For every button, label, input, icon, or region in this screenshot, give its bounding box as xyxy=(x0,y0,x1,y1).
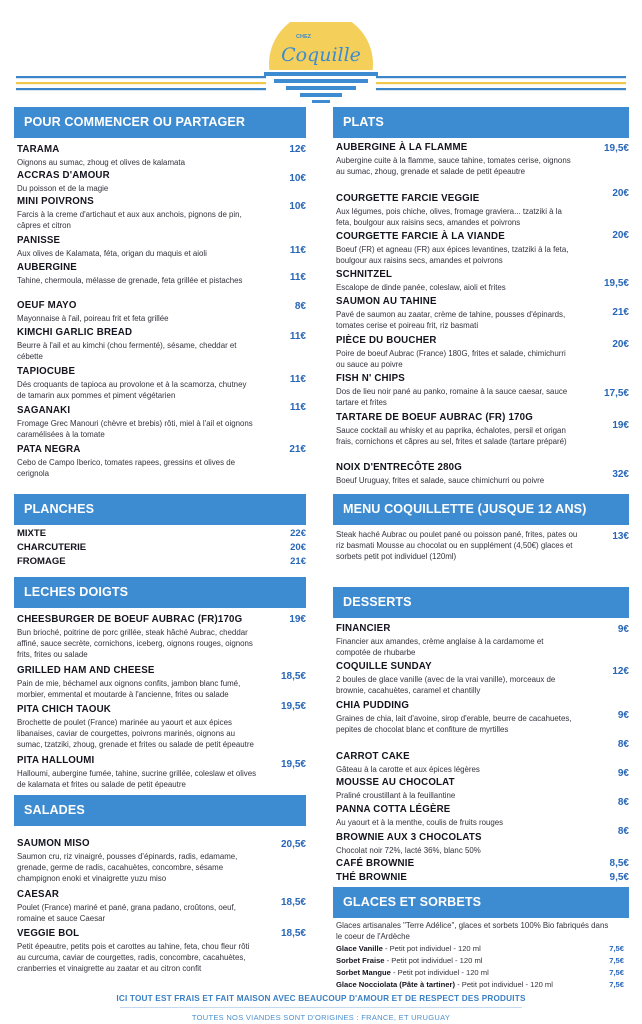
item-name: MINI POIVRONS xyxy=(17,196,94,207)
item-name: SCHNITZEL xyxy=(336,269,393,280)
item-price: 7,5€ xyxy=(609,968,624,977)
item-price: 11€ xyxy=(289,374,306,385)
logo-small-text: CHEZ xyxy=(296,34,311,40)
price-line xyxy=(336,980,624,990)
item-price: 9€ xyxy=(617,768,629,779)
item-price: 8€ xyxy=(617,739,629,750)
item-desc: Beurre à l'ail et au kimchi (chou fermenté), sésame, cheddar et cébette xyxy=(17,341,237,362)
item-desc: - Petit pot individuel - 120 ml xyxy=(382,944,481,953)
item-desc: Saumon cru, riz vinaigré, pousses d'épinards, radis, edamame, grenade, germe de radis, cacahuètes, concombre, sésame champignon enoki et vinaigrette yuzu miso xyxy=(17,852,238,884)
item-desc: Chocolat noir 72%, lacté 36%, blanc 50% xyxy=(336,846,481,855)
item-name: CAFÉ BROWNIE xyxy=(336,858,415,869)
menu-kids-desc: Steak haché Aubrac ou poulet pané ou poisson pané, frites, pates ou riz basmati Mousse au chocolat ou en supplément (4,50€) glaces et sorbets petit pot individuel (120ml) xyxy=(336,530,578,562)
item-desc: Dés croquants de tapioca au provolone et à la scamorza, chutney de tamarin aux pommes et piment végétarien xyxy=(17,380,247,401)
item-desc: Sauce cocktail au whisky et au paprika, échalotes, persil et origan frais, cornichons et câpres au sel, frites et salade (tartare préparé) xyxy=(336,426,567,447)
item-name: CAESAR xyxy=(17,889,60,900)
item-desc: Aux légumes, pois chiche, olives, fromage graviera... tzatziki à la feta, boulgour aux raisins secs, amandes et poivrons xyxy=(336,207,562,228)
item-desc: Petit épeautre, petits pois et carottes au tahine, feta, chou fleur rôti au curcuma, caviar de courgettes, radis, concombre, cacahuètes, cranberries et vinaigrette au zaatar et au citron confit xyxy=(17,942,250,974)
item-price: 10€ xyxy=(289,201,306,212)
item-desc: Poire de boeuf Aubrac (France) 180G, frites et salade, chimichurri ou sauce au poivre xyxy=(336,349,566,370)
item-desc: - Petit pot individuel - 120 ml xyxy=(455,980,553,989)
price-line xyxy=(17,528,306,540)
item-desc: Aubergine cuite à la flamme, sauce tahine, tomates cerise, oignons au sumac, zhoug, grenade et salade de petit épeautre xyxy=(336,156,571,177)
item-desc: 2 boules de glace vanille (avec de la vrai vanille), morceaux de brownie, cacahuètes, caramel et chantilly xyxy=(336,675,556,696)
item-price: 7,5€ xyxy=(609,980,624,989)
item-price: 11€ xyxy=(289,272,306,283)
item-desc: Escalope de dinde panée, coleslaw, aioli et frites xyxy=(336,283,506,292)
item-price: 19,5€ xyxy=(603,278,629,289)
item-price: 9€ xyxy=(617,624,629,635)
item-price: 19,5€ xyxy=(603,143,629,154)
price-line xyxy=(17,556,306,568)
item-name: Sorbet Mangue xyxy=(336,968,391,977)
item-name: KIMCHI GARLIC BREAD xyxy=(17,327,133,338)
item-price: 7,5€ xyxy=(609,944,624,953)
item-name: AUBERGINE xyxy=(17,262,77,273)
item-price: 20€ xyxy=(290,542,306,553)
item-price: 20€ xyxy=(612,230,629,241)
item-desc: Brochette de poulet (France) marinée au yaourt et aux épices libanaises, caviar de courgettes, poivrons marinés, oignons au sumac, tzatziki, zhoug, grenade et frites ou salade de petit épeautre xyxy=(17,718,254,750)
item-name: MIXTE xyxy=(17,528,47,539)
item-desc: Farcis à la creme d'artichaut et aux aux anchois, pignons de pin, câpres et citron xyxy=(17,210,242,231)
item-desc: Pain de mie, béchamel aux oignons confits, jambon blanc fumé, morbier, emmental et moutarde à l'ancienne, frites ou salade xyxy=(17,679,241,700)
sun-logo xyxy=(264,22,378,112)
item-name: OEUF MAYO xyxy=(17,300,77,311)
item-desc: Poulet (France) mariné et pané, grana padano, croûtons, oeuf, romaine et sauce Caesar xyxy=(17,903,236,924)
item-desc: - Petit pot individuel - 120 ml xyxy=(384,956,483,965)
menu-kids-price: 13€ xyxy=(612,531,629,542)
item-name: CARROT CAKE xyxy=(336,751,410,762)
item-name: PITA HALLOUMI xyxy=(17,755,95,766)
logo xyxy=(0,22,642,112)
item-name: COURGETTE FARCIE À LA VIANDE xyxy=(336,231,505,242)
item-name: PANISSE xyxy=(17,235,61,246)
footer-divider xyxy=(120,1007,522,1008)
item-price: 22€ xyxy=(290,528,306,539)
item-price: 8€ xyxy=(294,301,306,312)
item-price: 9€ xyxy=(617,710,629,721)
item-name: BROWNIE AUX 3 CHOCOLATS xyxy=(336,832,482,843)
item-desc: Praliné croustillant à la feuillantine xyxy=(336,791,456,800)
item-price: 19,5€ xyxy=(280,759,306,770)
glaces-intro: Glaces artisanales "Terre Adélice", glaces et sorbets 100% Bio fabriqués dans le coeur de l'Ardèche xyxy=(336,921,609,942)
section-title-leches-doigts: LECHES DOIGTS xyxy=(14,577,306,608)
item-name: TARAMA xyxy=(17,144,60,155)
item-name: THÉ BROWNIE xyxy=(336,872,408,883)
item-price: 11€ xyxy=(289,331,306,342)
item-price: 21€ xyxy=(289,444,306,455)
item-name: TAPIOCUBE xyxy=(17,366,76,377)
item-price: 19€ xyxy=(612,420,629,431)
item-name: CHIA PUDDING xyxy=(336,700,410,711)
item-price: 32€ xyxy=(612,469,629,480)
item-price: 20€ xyxy=(612,188,629,199)
section-title-salades: SALADES xyxy=(14,795,306,826)
logo-name: Coquille xyxy=(281,44,361,66)
item-price: 11€ xyxy=(289,402,306,413)
item-name: CHARCUTERIE xyxy=(17,542,87,553)
item-desc: Au yaourt et à la menthe, coulis de fruits rouges xyxy=(336,818,504,827)
item-name: COURGETTE FARCIE VEGGIE xyxy=(336,193,480,204)
item-desc: Dos de lieu noir pané au panko, romaine à la sauce caesar, sauce tartare et frites xyxy=(336,387,568,408)
item-price: 8,5€ xyxy=(609,858,629,869)
item-price: 12€ xyxy=(289,144,306,155)
item-desc: Aux olives de Kalamata, féta, origan du maquis et aioli xyxy=(17,249,207,258)
item-desc: Pavé de saumon au zaatar, crème de tahine, pousses d'épinards, tomates cerise et poireau frit, riz basmati xyxy=(336,310,566,331)
item-name: ACCRAS D'AMOUR xyxy=(17,170,110,181)
item-desc: Boeuf Uruguay, frites et salade, sauce chimichurri ou poivre xyxy=(336,476,545,485)
section-title-starters: POUR COMMENCER OU PARTAGER xyxy=(14,107,306,138)
item-price: 21€ xyxy=(612,307,629,318)
item-price: 12€ xyxy=(612,666,629,677)
price-line xyxy=(336,944,624,954)
item-name: PANNA COTTA LÉGÈRE xyxy=(336,804,451,815)
price-line xyxy=(17,542,306,554)
item-price: 18,5€ xyxy=(280,897,306,908)
section-title-desserts: DESSERTS xyxy=(333,587,629,618)
item-desc: Graines de chia, lait d'avoine, sirop d'erable, beurre de cacahuetes, pepites de chocolat blanc et confiture de myrtilles xyxy=(336,714,572,735)
footer-origin-note: TOUTES NOS VIANDES SONT D'ORIGINES : FRANCE, ET URUGUAY xyxy=(191,1013,451,1022)
item-name: FINANCIER xyxy=(336,623,391,634)
item-price: 11€ xyxy=(289,245,306,256)
footer-note: ICI TOUT EST FRAIS ET FAIT MAISON AVEC BEAUCOUP D'AMOUR ET DE RESPECT DES PRODUITS xyxy=(116,994,526,1003)
item-name: SAUMON MISO xyxy=(17,838,90,849)
item-name: Sorbet Fraise xyxy=(336,956,385,965)
item-price: 7,5€ xyxy=(609,956,624,965)
item-price: 18,5€ xyxy=(280,671,306,682)
item-price: 9,5€ xyxy=(609,872,629,883)
item-name: TARTARE DE BOEUF AUBRAC (FR) 170G xyxy=(336,412,533,423)
item-price: 8€ xyxy=(617,826,629,837)
price-line xyxy=(336,968,624,978)
section-title-planches: PLANCHES xyxy=(14,494,306,525)
item-name: MOUSSE AU CHOCOLAT xyxy=(336,777,455,788)
item-price: 21€ xyxy=(290,556,306,567)
item-name: NOIX D'ENTRECÔTE 280G xyxy=(336,462,463,473)
item-desc: Du poisson et de la magie xyxy=(17,184,109,193)
item-name: AUBERGINE À LA FLAMME xyxy=(336,142,468,153)
item-desc: Fromage Grec Manouri (chèvre et brebis) rôti, miel à l'ail et oignons caramélisées à la tomate xyxy=(17,419,253,440)
item-price: 10€ xyxy=(289,173,306,184)
item-desc: Cebo de Campo Iberico, tomates rapees, gressins et olives de cerignola xyxy=(17,458,235,479)
price-line xyxy=(336,956,624,966)
section-title-glaces: GLACES ET SORBETS xyxy=(333,887,629,918)
item-name: VEGGIE BOL xyxy=(17,928,80,939)
item-desc: Bun brioché, poitrine de porc grillée, steak hâché Aubrac, cheddar affiné, sauce secrète, cornichons, iceberg, oignons rouges, oignons frits, frites ou salade xyxy=(17,628,253,660)
item-desc: Tahine, chermoula, mélasse de grenade, feta grillée et pistaches xyxy=(17,276,243,285)
item-desc: - Petit pot individuel - 120 ml xyxy=(390,968,489,977)
item-name: Glace Vanille xyxy=(336,944,383,953)
item-desc: Financier aux amandes, crème anglaise à la cardamome et compotée de rhubarbe xyxy=(336,637,544,658)
item-name: FROMAGE xyxy=(17,556,66,567)
item-desc: Gâteau à la carotte et aux épices légères xyxy=(336,765,480,774)
section-title-plats: PLATS xyxy=(333,107,629,138)
item-price: 19,5€ xyxy=(280,701,306,712)
item-price: 19€ xyxy=(289,614,306,625)
item-name: FISH N' CHIPS xyxy=(336,373,405,384)
item-price: 8€ xyxy=(617,797,629,808)
item-name: PIÈCE DU BOUCHER xyxy=(336,335,437,346)
item-price: 17,5€ xyxy=(603,388,629,399)
section-title-menu-kids: MENU COQUILLETTE (JUSQUE 12 ANS) xyxy=(333,494,629,525)
item-price: 20€ xyxy=(612,339,629,350)
item-desc: Boeuf (FR) et agneau (FR) aux épices levantines, tzatziki à la feta, boulgour aux raisins secs, amandes et poivrons xyxy=(336,245,569,266)
item-name: CHEESBURGER DE BOEUF AUBRAC (FR)170G xyxy=(17,614,243,625)
item-desc: Halloumi, aubergine fumée, tahine, sucrine grillée, coleslaw et olives de kalamata et frites ou salade de petit épeautre xyxy=(17,769,257,790)
item-name: Glace Nocciolata (Pâte à tartiner) xyxy=(336,980,456,989)
item-name: COQUILLE SUNDAY xyxy=(336,661,432,672)
item-name: PITA CHICH TAOUK xyxy=(17,704,111,715)
item-price: 20,5€ xyxy=(280,839,306,850)
item-name: GRILLED HAM AND CHEESE xyxy=(17,665,155,676)
item-price: 18,5€ xyxy=(280,928,306,939)
item-desc: Mayonnaise à l'ail, poireau frit et feta grillée xyxy=(17,314,169,323)
item-name: SAGANAKI xyxy=(17,405,71,416)
item-name: PATA NEGRA xyxy=(17,444,81,455)
item-name: SAUMON AU TAHINE xyxy=(336,296,437,307)
item-desc: Oignons au sumac, zhoug et olives de kalamata xyxy=(17,158,185,167)
